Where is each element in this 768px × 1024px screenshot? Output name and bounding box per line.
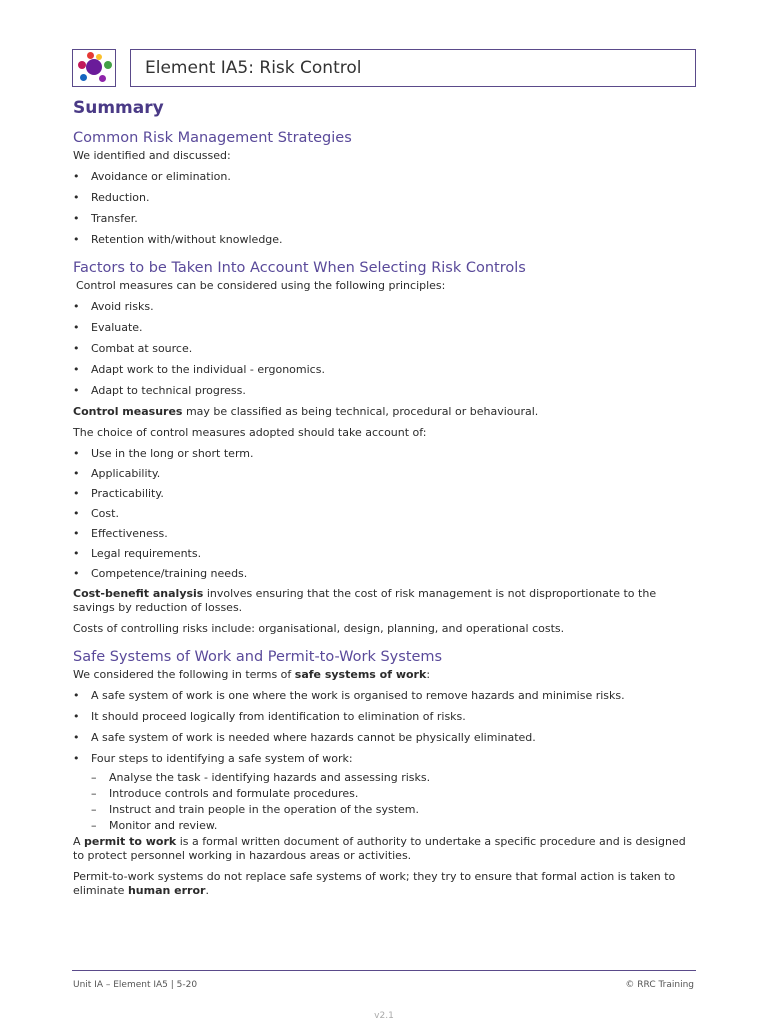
page-header xyxy=(72,49,696,87)
bold-term: safe systems of work xyxy=(294,668,427,681)
list-item: • Reduction. xyxy=(73,191,693,205)
footer-copyright: © RRC Training xyxy=(625,980,694,990)
list-item: • Avoid risks. xyxy=(73,300,693,314)
paragraph-text: is a formal written document of authority to undertake a specific procedure and is designed to protect personnel working in hazardous areas or activities. xyxy=(73,835,686,862)
paragraph-text: . xyxy=(205,884,209,897)
list-item: – Introduce controls and formulate procedures. xyxy=(91,787,693,801)
list-item: • Use in the long or short term. xyxy=(73,447,693,461)
list-item: • It should proceed logically from identification to elimination of risks. xyxy=(73,710,693,724)
section-heading: Factors to be Taken Into Account When Selecting Risk Controls xyxy=(73,260,526,276)
ssow-list xyxy=(73,689,693,766)
list-item: – Instruct and train people in the operation of the system. xyxy=(91,803,693,817)
section-intro xyxy=(73,668,693,682)
paragraph: The choice of control measures adopted should take account of: xyxy=(73,426,427,439)
list-item: • Adapt to technical progress. xyxy=(73,384,693,398)
list-item: • A safe system of work is needed where hazards cannot be physically eliminated. xyxy=(73,731,693,745)
paragraph xyxy=(73,405,693,419)
steps-list xyxy=(91,771,693,833)
principles-list xyxy=(73,300,693,398)
section-intro: We identified and discussed: xyxy=(73,149,231,162)
logo-dot-icon xyxy=(99,75,106,82)
page-title: Element IA5: Risk Control xyxy=(145,58,362,78)
paragraph xyxy=(73,870,693,898)
title-box xyxy=(130,49,696,87)
list-item: • Adapt work to the individual - ergonomics. xyxy=(73,363,693,377)
version-label: v2.1 xyxy=(374,1011,394,1021)
paragraph xyxy=(73,587,693,615)
list-item: – Analyse the task - identifying hazards and assessing risks. xyxy=(91,771,693,785)
list-item: – Monitor and review. xyxy=(91,819,693,833)
bold-term: human error xyxy=(127,884,206,897)
paragraph-text: may be classified as being technical, procedural or behavioural. xyxy=(182,405,539,418)
logo-dot-icon xyxy=(78,61,86,69)
main-content xyxy=(73,98,693,905)
list-item: • Combat at source. xyxy=(73,342,693,356)
list-item: • Practicability. xyxy=(73,487,693,501)
list-item: • Avoidance or elimination. xyxy=(73,170,693,184)
choice-list xyxy=(73,447,693,581)
logo-dot-icon xyxy=(87,52,94,59)
paragraph: Costs of controlling risks include: organisational, design, planning, and operational costs. xyxy=(73,622,565,635)
bold-term: Control measures xyxy=(73,405,183,418)
list-item: • Applicability. xyxy=(73,467,693,481)
section-heading: Safe Systems of Work and Permit-to-Work Systems xyxy=(73,649,443,665)
list-item: • Cost. xyxy=(73,507,693,521)
footer-divider xyxy=(72,970,696,971)
logo-dot-icon xyxy=(86,59,102,75)
section-heading: Common Risk Management Strategies xyxy=(73,130,352,146)
paragraph-text: A xyxy=(73,835,85,848)
list-item: • Four steps to identifying a safe system of work: xyxy=(73,752,693,766)
logo-dot-icon xyxy=(80,74,87,81)
bold-term: permit to work xyxy=(84,835,177,848)
list-item: • Effectiveness. xyxy=(73,527,693,541)
paragraph-text: involves ensuring that the cost of risk management is not disproportionate to the savings by reduction of losses. xyxy=(73,587,657,614)
summary-heading: Summary xyxy=(73,98,164,118)
paragraph xyxy=(73,835,693,863)
list-item: • Evaluate. xyxy=(73,321,693,335)
list-item: • Retention with/without knowledge. xyxy=(73,233,693,247)
list-item: • Legal requirements. xyxy=(73,547,693,561)
footer-page-info: Unit IA – Element IA5 | 5-20 xyxy=(73,980,198,990)
logo xyxy=(72,49,116,87)
logo-dot-icon xyxy=(104,61,112,69)
bold-term: Cost-benefit analysis xyxy=(73,587,204,600)
section-intro: Control measures can be considered using the following principles: xyxy=(76,279,446,292)
list-item: • A safe system of work is one where the work is organised to remove hazards and minimise risks. xyxy=(73,689,693,703)
list-item: • Competence/training needs. xyxy=(73,567,693,581)
paragraph-text: Permit-to-work systems do not replace safe systems of work; they try to ensure that formal action is taken to eliminate xyxy=(73,870,676,897)
paragraph-text: We considered the following in terms of xyxy=(73,668,295,681)
list-item: • Transfer. xyxy=(73,212,693,226)
paragraph-text: : xyxy=(426,668,431,681)
strategies-list xyxy=(73,170,693,247)
